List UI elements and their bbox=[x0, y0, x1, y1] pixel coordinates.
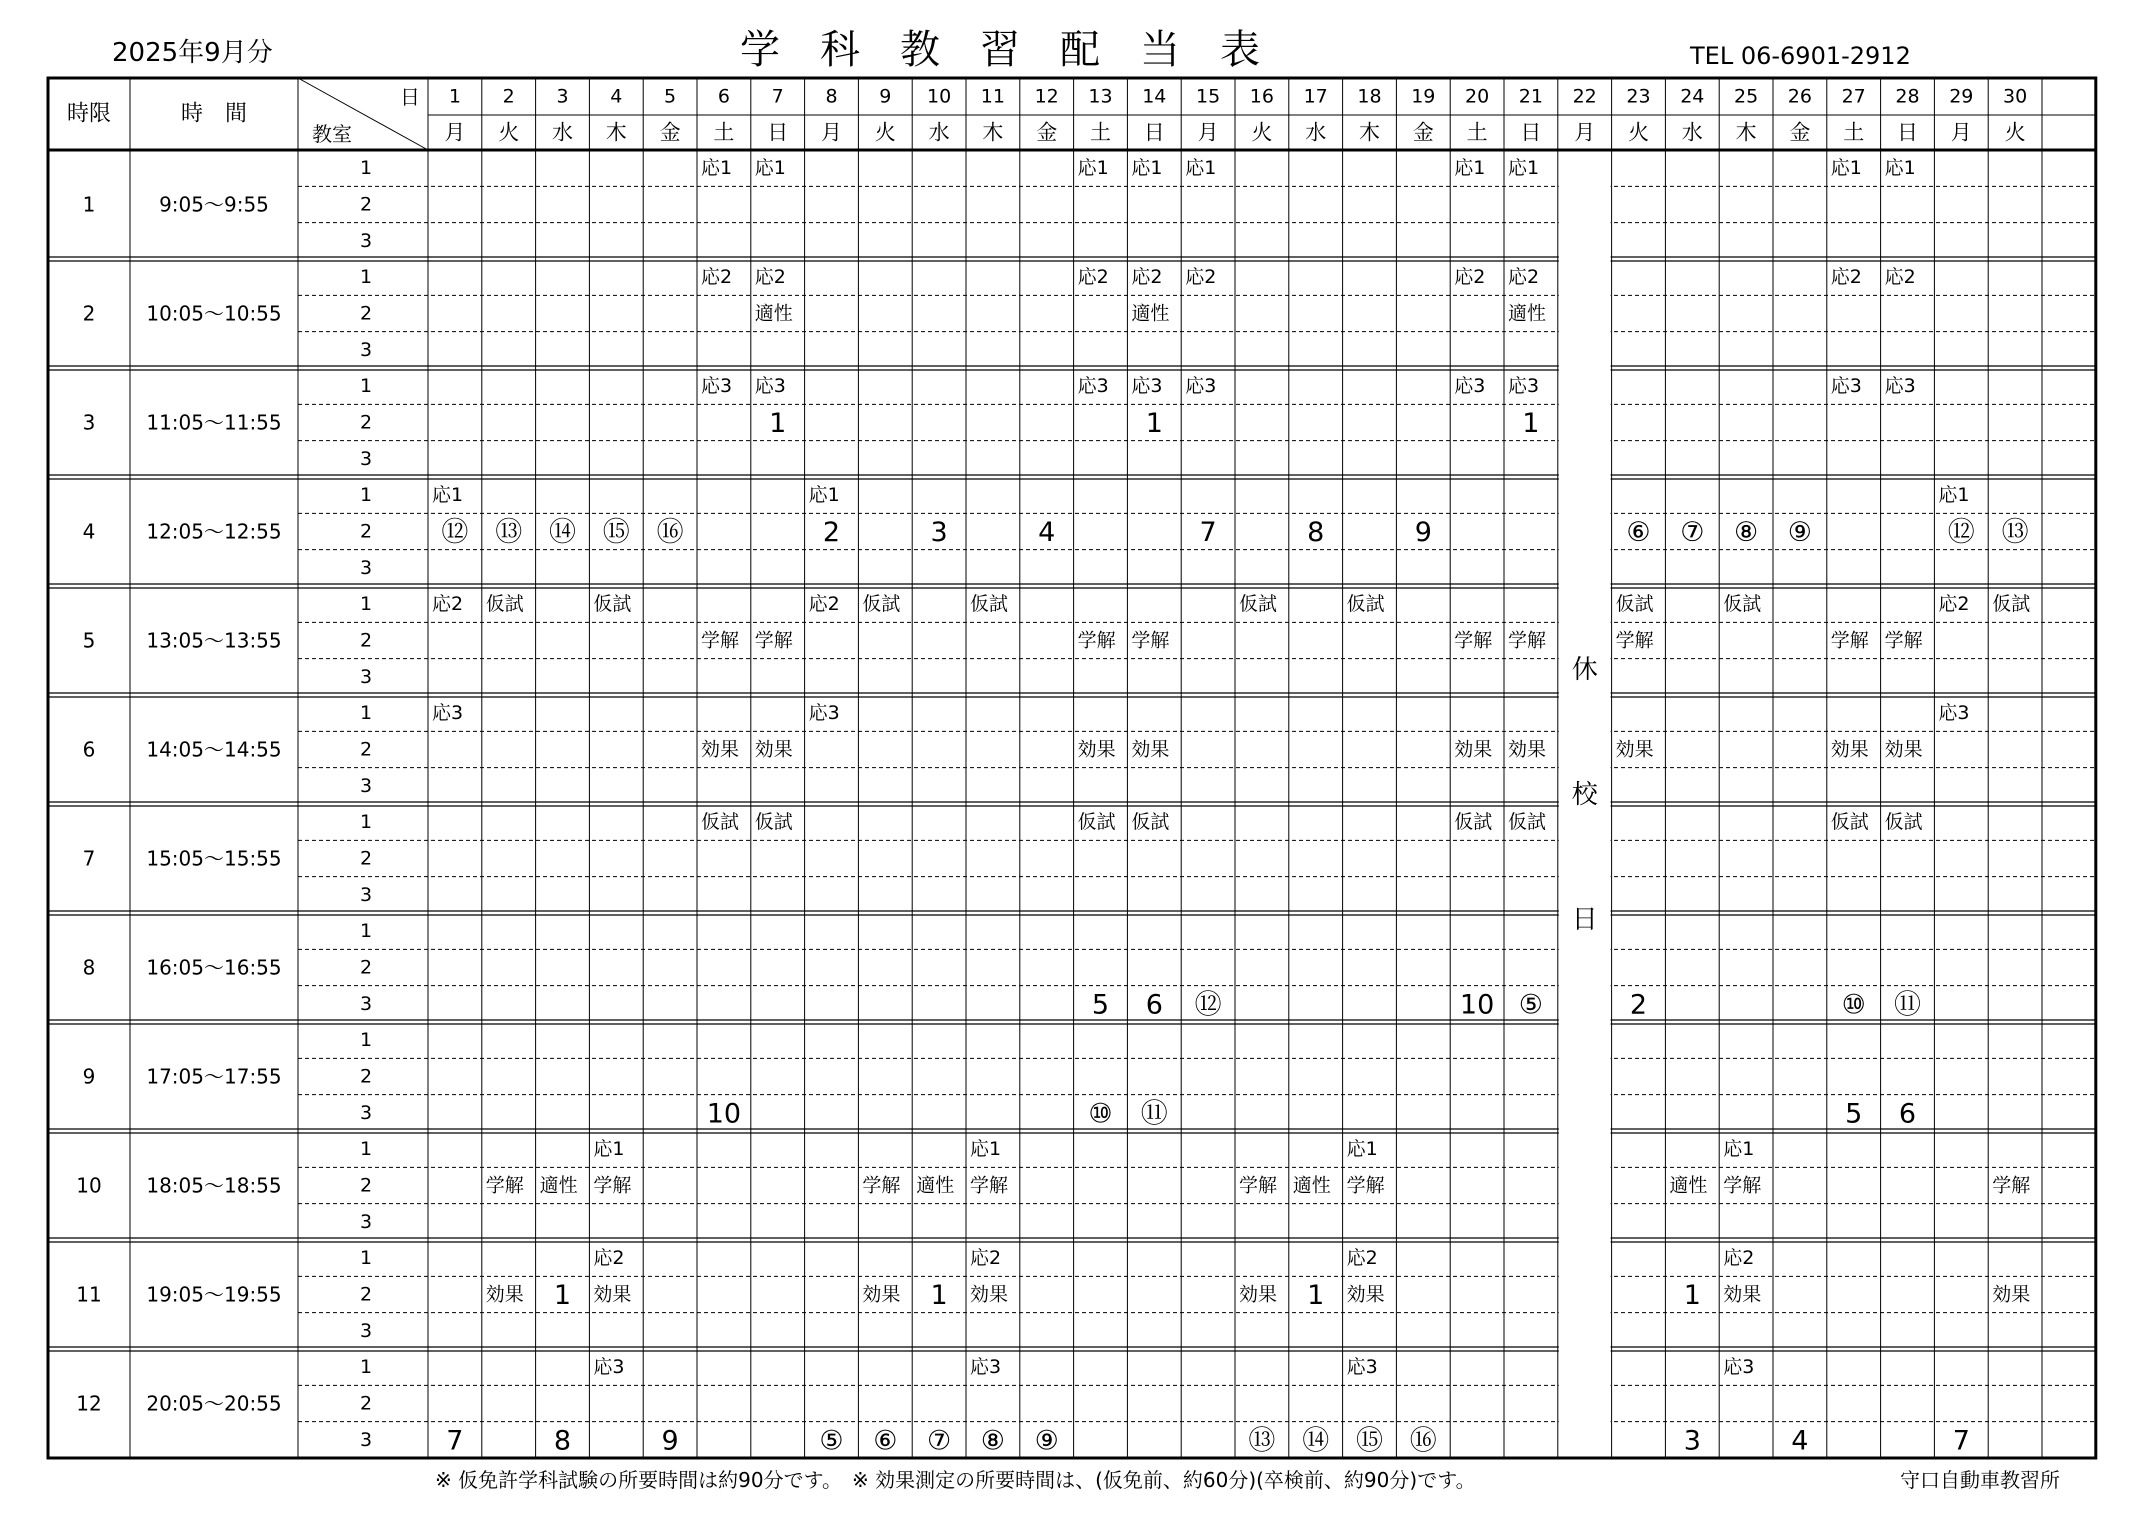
weekday-label: 日 bbox=[1143, 120, 1165, 145]
schedule-entry: 応2 bbox=[1508, 266, 1540, 289]
schedule-entry: 学解 bbox=[1723, 1174, 1762, 1197]
schedule-entry: 1 bbox=[769, 407, 787, 439]
weekday-label: 木 bbox=[1735, 120, 1757, 145]
weekday-label: 水 bbox=[1681, 120, 1703, 145]
weekday-label: 日 bbox=[1520, 120, 1542, 145]
schedule-entry: ⑮ bbox=[1356, 1425, 1383, 1457]
day-number: 26 bbox=[1787, 85, 1812, 108]
day-number: 17 bbox=[1303, 85, 1328, 108]
room-number: 2 bbox=[359, 1065, 373, 1088]
schedule-entry: 効果 bbox=[1346, 1283, 1385, 1306]
schedule-entry: 仮試 bbox=[1454, 811, 1493, 834]
schedule-entry: ⑨ bbox=[1787, 516, 1813, 548]
schedule-entry: 仮試 bbox=[754, 811, 793, 834]
schedule-entry: ⑫ bbox=[441, 516, 469, 548]
schedule-entry: 応3 bbox=[701, 375, 733, 398]
schedule-entry: 応2 bbox=[432, 593, 464, 616]
room-number: 3 bbox=[359, 1210, 373, 1233]
schedule-entry: 応2 bbox=[1131, 266, 1163, 289]
schedule-entry: 応2 bbox=[1346, 1247, 1378, 1270]
room-number: 1 bbox=[359, 1247, 373, 1270]
room-number: 2 bbox=[359, 738, 373, 761]
day-number: 12 bbox=[1034, 85, 1059, 108]
schedule-entry: 応2 bbox=[1723, 1247, 1755, 1270]
weekday-label: 土 bbox=[1843, 120, 1865, 145]
header-period: 時限 bbox=[66, 101, 112, 127]
schedule-entry: 効果 bbox=[1992, 1283, 2031, 1306]
schedule-entry: 応1 bbox=[1884, 157, 1916, 180]
schedule-entry: 効果 bbox=[754, 738, 793, 761]
schedule-entry: 学解 bbox=[1884, 629, 1923, 652]
schedule-entry: 応1 bbox=[970, 1138, 1002, 1161]
schedule-entry: 応2 bbox=[1185, 266, 1217, 289]
schedule-entry: 1 bbox=[1145, 407, 1163, 439]
weekday-label: 月 bbox=[821, 120, 842, 145]
weekday-label: 木 bbox=[1359, 120, 1380, 145]
room-number: 2 bbox=[359, 629, 373, 652]
room-number: 3 bbox=[359, 556, 373, 579]
schedule-entry: 応3 bbox=[1131, 375, 1163, 398]
weekday-label: 木 bbox=[605, 120, 627, 145]
weekday-label: 火 bbox=[1628, 120, 1649, 145]
weekday-label: 金 bbox=[1412, 120, 1434, 145]
schedule-entry: 応1 bbox=[808, 484, 840, 507]
holiday-text: 休 bbox=[1571, 655, 1598, 685]
period-time: 19:05～19:55 bbox=[146, 1282, 282, 1307]
schedule-entry: 応1 bbox=[1185, 157, 1217, 180]
schedule-entry: 仮試 bbox=[1615, 593, 1654, 616]
schedule-entry: 効果 bbox=[1077, 738, 1116, 761]
schedule-entry: 効果 bbox=[1508, 738, 1547, 761]
schedule-entry: 効果 bbox=[1454, 738, 1493, 761]
schedule-entry: 仮試 bbox=[485, 593, 524, 616]
period-number: 3 bbox=[82, 410, 96, 435]
schedule-entry: ⑩ bbox=[1088, 1098, 1113, 1130]
schedule-entry: 学解 bbox=[1992, 1174, 2031, 1197]
weekday-label: 日 bbox=[1897, 120, 1918, 145]
schedule-entry: 3 bbox=[1683, 1425, 1701, 1457]
room-number: 1 bbox=[359, 920, 373, 943]
room-number: 2 bbox=[359, 956, 373, 979]
schedule-entry: ⑭ bbox=[549, 516, 576, 548]
schedule-entry: 1 bbox=[1683, 1279, 1701, 1311]
schedule-entry: 応3 bbox=[593, 1356, 625, 1379]
room-number: 3 bbox=[359, 774, 373, 797]
schedule-entry: 応3 bbox=[970, 1356, 1002, 1379]
room-number: 1 bbox=[359, 1356, 373, 1379]
day-number: 19 bbox=[1411, 85, 1436, 108]
schedule-entry: 学解 bbox=[754, 629, 793, 652]
schedule-entry: ⑧ bbox=[980, 1425, 1006, 1457]
room-number: 2 bbox=[359, 847, 373, 870]
weekday-label: 月 bbox=[1197, 120, 1219, 145]
weekday-label: 月 bbox=[444, 120, 466, 145]
schedule-entry: 応1 bbox=[1830, 157, 1862, 180]
day-number: 18 bbox=[1357, 85, 1382, 108]
schedule-entry: 応1 bbox=[1346, 1138, 1378, 1161]
period-number: 10 bbox=[76, 1173, 102, 1198]
day-number: 13 bbox=[1088, 85, 1113, 108]
day-number: 30 bbox=[2003, 85, 2028, 108]
weekday-label: 火 bbox=[874, 120, 896, 145]
schedule-entry: 仮試 bbox=[1131, 811, 1170, 834]
schedule-entry: 仮試 bbox=[970, 593, 1009, 616]
day-number: 7 bbox=[771, 85, 784, 108]
schedule-entry: 応1 bbox=[1131, 157, 1163, 180]
schedule-entry: ⑪ bbox=[1140, 1098, 1168, 1130]
period-time: 9:05～9:55 bbox=[159, 192, 269, 217]
schedule-entry: 適性 bbox=[1131, 302, 1170, 325]
schedule-entry: ⑪ bbox=[1894, 989, 1921, 1021]
schedule-entry: 応2 bbox=[1454, 266, 1486, 289]
day-number: 23 bbox=[1626, 85, 1651, 108]
schedule-entry: 学解 bbox=[1131, 629, 1170, 652]
schedule-entry: 学解 bbox=[862, 1174, 901, 1197]
schedule-entry: 学解 bbox=[1830, 629, 1869, 652]
period-number: 11 bbox=[76, 1282, 102, 1307]
schedule-entry: 4 bbox=[1038, 516, 1056, 548]
schedule-entry: 効果 bbox=[970, 1283, 1009, 1306]
room-number: 3 bbox=[359, 665, 373, 688]
schedule-entry: 応3 bbox=[1723, 1356, 1755, 1379]
room-number: 1 bbox=[359, 375, 373, 398]
weekday-label: 土 bbox=[1090, 120, 1111, 145]
schedule-entry: 学解 bbox=[701, 629, 740, 652]
schedule-entry: 応2 bbox=[754, 266, 786, 289]
weekday-label: 月 bbox=[1574, 120, 1596, 145]
schedule-entry: 応2 bbox=[1884, 266, 1916, 289]
schedule-entry: 8 bbox=[553, 1425, 572, 1457]
weekday-label: 金 bbox=[1036, 120, 1058, 145]
schedule-entry: 仮試 bbox=[1346, 593, 1385, 616]
schedule-entry: 仮試 bbox=[862, 593, 901, 616]
weekday-label: 金 bbox=[659, 120, 681, 145]
schedule-entry: ⑦ bbox=[926, 1425, 952, 1457]
schedule-entry: ⑯ bbox=[1409, 1425, 1437, 1457]
day-number: 22 bbox=[1572, 85, 1597, 108]
weekday-label: 水 bbox=[928, 120, 950, 145]
schedule-entry: 7 bbox=[446, 1425, 464, 1457]
room-number: 2 bbox=[359, 1174, 373, 1197]
schedule-entry: 仮試 bbox=[1508, 811, 1547, 834]
holiday-text: 校 bbox=[1571, 780, 1598, 810]
schedule-entry: 5 bbox=[1845, 1098, 1863, 1130]
weekday-label: 水 bbox=[552, 120, 573, 145]
schedule-entry: 応1 bbox=[1077, 157, 1109, 180]
schedule-entry: 応2 bbox=[593, 1247, 625, 1270]
schedule-entry: 仮試 bbox=[701, 811, 740, 834]
period-time: 18:05～18:55 bbox=[146, 1173, 282, 1198]
period-number: 12 bbox=[76, 1391, 102, 1416]
schedule-entry: 応1 bbox=[1938, 484, 1970, 507]
period-number: 4 bbox=[82, 519, 96, 544]
room-number: 2 bbox=[359, 1392, 373, 1415]
room-number: 2 bbox=[359, 302, 373, 325]
day-number: 4 bbox=[610, 85, 623, 108]
room-number: 3 bbox=[359, 1428, 373, 1451]
period-time: 10:05～10:55 bbox=[146, 301, 282, 326]
schedule-entry: 応3 bbox=[432, 702, 464, 725]
schedule-entry: 1 bbox=[1522, 407, 1540, 439]
schedule-entry: 学解 bbox=[485, 1174, 524, 1197]
schedule-entry: 7 bbox=[1952, 1425, 1970, 1457]
schedule-entry: ⑮ bbox=[602, 516, 630, 548]
schedule-entry: 学解 bbox=[1239, 1174, 1278, 1197]
room-number: 1 bbox=[359, 811, 373, 834]
weekday-label: 土 bbox=[713, 120, 735, 145]
schedule-entry: 4 bbox=[1791, 1425, 1809, 1457]
schedule-entry: 効果 bbox=[701, 738, 740, 761]
day-number: 3 bbox=[556, 85, 569, 108]
schedule-entry: 10 bbox=[706, 1098, 742, 1130]
period-time: 13:05～13:55 bbox=[146, 628, 282, 653]
weekday-label: 火 bbox=[498, 120, 520, 145]
schedule-entry: 効果 bbox=[1723, 1283, 1762, 1306]
schedule-entry: 応1 bbox=[1454, 157, 1486, 180]
period-number: 6 bbox=[82, 737, 96, 762]
room-number: 3 bbox=[359, 1319, 373, 1342]
header-time: 時 間 bbox=[180, 101, 248, 127]
room-number: 3 bbox=[359, 338, 373, 361]
schedule-entry: 7 bbox=[1199, 516, 1217, 548]
schedule-entry: ⑯ bbox=[656, 516, 684, 548]
schedule-entry: 応3 bbox=[808, 702, 840, 725]
schedule-entry: 応3 bbox=[754, 375, 786, 398]
schedule-entry: 適性 bbox=[1508, 302, 1547, 325]
room-number: 1 bbox=[359, 157, 373, 180]
schedule-entry: 仮試 bbox=[1723, 593, 1762, 616]
schedule-entry: 仮試 bbox=[1992, 593, 2031, 616]
schedule-entry: 適性 bbox=[539, 1174, 578, 1197]
schedule-entry: ⑤ bbox=[1518, 989, 1544, 1021]
room-number: 1 bbox=[359, 1138, 373, 1161]
day-number: 9 bbox=[879, 85, 892, 108]
day-number: 20 bbox=[1465, 85, 1490, 108]
schedule-entry: 学解 bbox=[1454, 629, 1493, 652]
weekday-label: 土 bbox=[1466, 120, 1488, 145]
schedule-entry: 3 bbox=[930, 516, 948, 548]
schedule-entry: 応3 bbox=[1346, 1356, 1378, 1379]
period-time: 12:05～12:55 bbox=[146, 519, 282, 544]
schedule-entry: 応3 bbox=[1938, 702, 1970, 725]
schedule-entry: 応3 bbox=[1077, 375, 1109, 398]
schedule-entry: 応2 bbox=[1077, 266, 1109, 289]
schedule-entry: 応3 bbox=[1185, 375, 1217, 398]
period-time: 17:05～17:55 bbox=[146, 1064, 282, 1089]
schedule-entry: ⑫ bbox=[1194, 989, 1222, 1021]
schedule-entry: 応1 bbox=[1508, 157, 1540, 180]
room-number: 2 bbox=[359, 520, 373, 543]
schedule-entry: 8 bbox=[1307, 516, 1325, 548]
schedule-entry: 効果 bbox=[862, 1283, 901, 1306]
schedule-entry: 応3 bbox=[1454, 375, 1486, 398]
holiday-text: 日 bbox=[1571, 905, 1598, 935]
schedule-entry: 仮試 bbox=[1239, 593, 1278, 616]
schedule-entry: ⑧ bbox=[1733, 516, 1759, 548]
day-number: 16 bbox=[1249, 85, 1274, 108]
period-time: 16:05～16:55 bbox=[146, 955, 282, 980]
period-number: 8 bbox=[82, 955, 96, 980]
schedule-entry: 応2 bbox=[701, 266, 733, 289]
room-number: 2 bbox=[359, 193, 373, 216]
schedule-entry: 適性 bbox=[1292, 1174, 1331, 1197]
weekday-label: 木 bbox=[982, 120, 1004, 145]
header-day-label: 日 bbox=[400, 85, 420, 109]
schedule-entry: 6 bbox=[1898, 1098, 1917, 1130]
day-number: 29 bbox=[1949, 85, 1974, 108]
schedule-entry: 適性 bbox=[754, 302, 793, 325]
day-number: 6 bbox=[717, 85, 730, 108]
schedule-entry: 学解 bbox=[593, 1174, 632, 1197]
weekday-label: 金 bbox=[1789, 120, 1811, 145]
schedule-entry: 効果 bbox=[1884, 738, 1923, 761]
period-number: 2 bbox=[82, 301, 96, 326]
day-number: 11 bbox=[980, 85, 1005, 108]
schedule-entry: 効果 bbox=[1131, 738, 1170, 761]
schedule-entry: 応1 bbox=[593, 1138, 625, 1161]
schedule-entry: 学解 bbox=[970, 1174, 1009, 1197]
schedule-entry: ⑬ bbox=[495, 516, 523, 548]
period-time: 15:05～15:55 bbox=[146, 846, 282, 871]
room-number: 2 bbox=[359, 1283, 373, 1306]
room-number: 3 bbox=[359, 1101, 373, 1124]
schedule-entry: 学解 bbox=[1508, 629, 1547, 652]
period-time: 20:05～20:55 bbox=[146, 1391, 282, 1416]
schedule-entry: 5 bbox=[1091, 989, 1110, 1021]
schedule-entry: ⑨ bbox=[1034, 1425, 1059, 1457]
day-number: 28 bbox=[1895, 85, 1920, 108]
room-number: 2 bbox=[359, 411, 373, 434]
schedule-entry: ⑦ bbox=[1680, 516, 1705, 548]
day-number: 27 bbox=[1841, 85, 1866, 108]
schedule-entry: 効果 bbox=[593, 1283, 632, 1306]
room-number: 3 bbox=[359, 883, 373, 906]
schedule-entry: 仮試 bbox=[1884, 811, 1923, 834]
phone-number: TEL 06-6901-2912 bbox=[1690, 42, 1911, 70]
schedule-entry: ⑫ bbox=[1947, 516, 1975, 548]
schedule-entry: 応1 bbox=[754, 157, 786, 180]
schedule-entry: 2 bbox=[1629, 989, 1648, 1021]
schedule-entry: 効果 bbox=[1615, 738, 1654, 761]
schedule-entry: 応2 bbox=[1938, 593, 1970, 616]
day-number: 14 bbox=[1142, 85, 1167, 108]
weekday-label: 日 bbox=[767, 120, 789, 145]
day-number: 5 bbox=[664, 85, 677, 108]
schedule-entry: 効果 bbox=[1239, 1283, 1278, 1306]
schedule-entry: 応1 bbox=[1723, 1138, 1755, 1161]
day-number: 8 bbox=[825, 85, 838, 108]
period-number: 1 bbox=[82, 192, 96, 217]
room-number: 1 bbox=[359, 1029, 373, 1052]
schedule-entry: ⑬ bbox=[2001, 516, 2029, 548]
school-name: 守口自動車教習所 bbox=[1900, 1468, 2060, 1492]
weekday-label: 火 bbox=[1251, 120, 1273, 145]
period-number: 7 bbox=[82, 846, 96, 871]
room-number: 1 bbox=[359, 702, 373, 725]
schedule-entry: ⑤ bbox=[819, 1425, 844, 1457]
room-number: 3 bbox=[359, 447, 373, 470]
period-number: 5 bbox=[82, 628, 96, 653]
period-time: 14:05～14:55 bbox=[146, 737, 282, 762]
schedule-entry: 仮試 bbox=[1077, 811, 1116, 834]
schedule-entry: ⑩ bbox=[1841, 989, 1866, 1021]
schedule-entry: 効果 bbox=[485, 1283, 524, 1306]
schedule-entry: 応3 bbox=[1830, 375, 1862, 398]
room-number: 1 bbox=[359, 266, 373, 289]
day-number: 24 bbox=[1680, 85, 1705, 108]
period-time: 11:05～11:55 bbox=[146, 410, 282, 435]
schedule-entry: 応1 bbox=[432, 484, 464, 507]
weekday-label: 火 bbox=[2004, 120, 2026, 145]
day-number: 1 bbox=[448, 85, 461, 108]
schedule-entry: 学解 bbox=[1077, 629, 1116, 652]
schedule-entry: 1 bbox=[553, 1279, 572, 1311]
schedule-entry: 応3 bbox=[1884, 375, 1916, 398]
schedule-entry: 6 bbox=[1145, 989, 1163, 1021]
day-number: 2 bbox=[502, 85, 515, 108]
schedule-entry: 学解 bbox=[1615, 629, 1654, 652]
day-number: 10 bbox=[927, 85, 952, 108]
room-number: 1 bbox=[359, 484, 373, 507]
weekday-label: 水 bbox=[1305, 120, 1327, 145]
schedule-entry: 9 bbox=[661, 1425, 679, 1457]
month-label: 2025年9月分 bbox=[112, 38, 273, 68]
schedule-entry: 効果 bbox=[1830, 738, 1869, 761]
page-title: 学科教習配当表 bbox=[740, 27, 1300, 73]
schedule-entry: 仮試 bbox=[593, 593, 632, 616]
schedule-entry: 2 bbox=[822, 516, 841, 548]
schedule-entry: 10 bbox=[1459, 989, 1495, 1021]
schedule-entry: ⑭ bbox=[1302, 1425, 1330, 1457]
room-number: 3 bbox=[359, 229, 373, 252]
schedule-entry: 仮試 bbox=[1830, 811, 1869, 834]
schedule-entry: 9 bbox=[1414, 516, 1432, 548]
room-number: 3 bbox=[359, 992, 373, 1015]
schedule-entry: ⑬ bbox=[1248, 1425, 1276, 1457]
schedule-entry: ⑥ bbox=[873, 1425, 898, 1457]
schedule-entry: 学解 bbox=[1346, 1174, 1385, 1197]
footnote: ※ 仮免許学科試験の所要時間は約90分です。 ※ 効果測定の所要時間は、(仮免前、約60分)(卒検前、約90分)です。 bbox=[435, 1468, 1476, 1492]
schedule-entry: 応2 bbox=[808, 593, 840, 616]
day-number: 21 bbox=[1518, 85, 1543, 108]
header-room-label: 教室 bbox=[312, 122, 352, 146]
day-number: 15 bbox=[1196, 85, 1221, 108]
day-number: 25 bbox=[1734, 85, 1759, 108]
schedule-entry: 応1 bbox=[701, 157, 733, 180]
schedule-entry: 1 bbox=[1307, 1279, 1325, 1311]
period-number: 9 bbox=[82, 1064, 96, 1089]
schedule-entry: 応2 bbox=[1830, 266, 1862, 289]
schedule-entry: 1 bbox=[930, 1279, 948, 1311]
schedule-entry: 適性 bbox=[916, 1174, 955, 1197]
room-number: 1 bbox=[359, 593, 373, 616]
schedule-entry: 応2 bbox=[970, 1247, 1002, 1270]
schedule-entry: 適性 bbox=[1669, 1174, 1708, 1197]
schedule-entry: 応3 bbox=[1508, 375, 1540, 398]
weekday-label: 月 bbox=[1950, 120, 1972, 145]
schedule-entry: ⑥ bbox=[1626, 516, 1651, 548]
